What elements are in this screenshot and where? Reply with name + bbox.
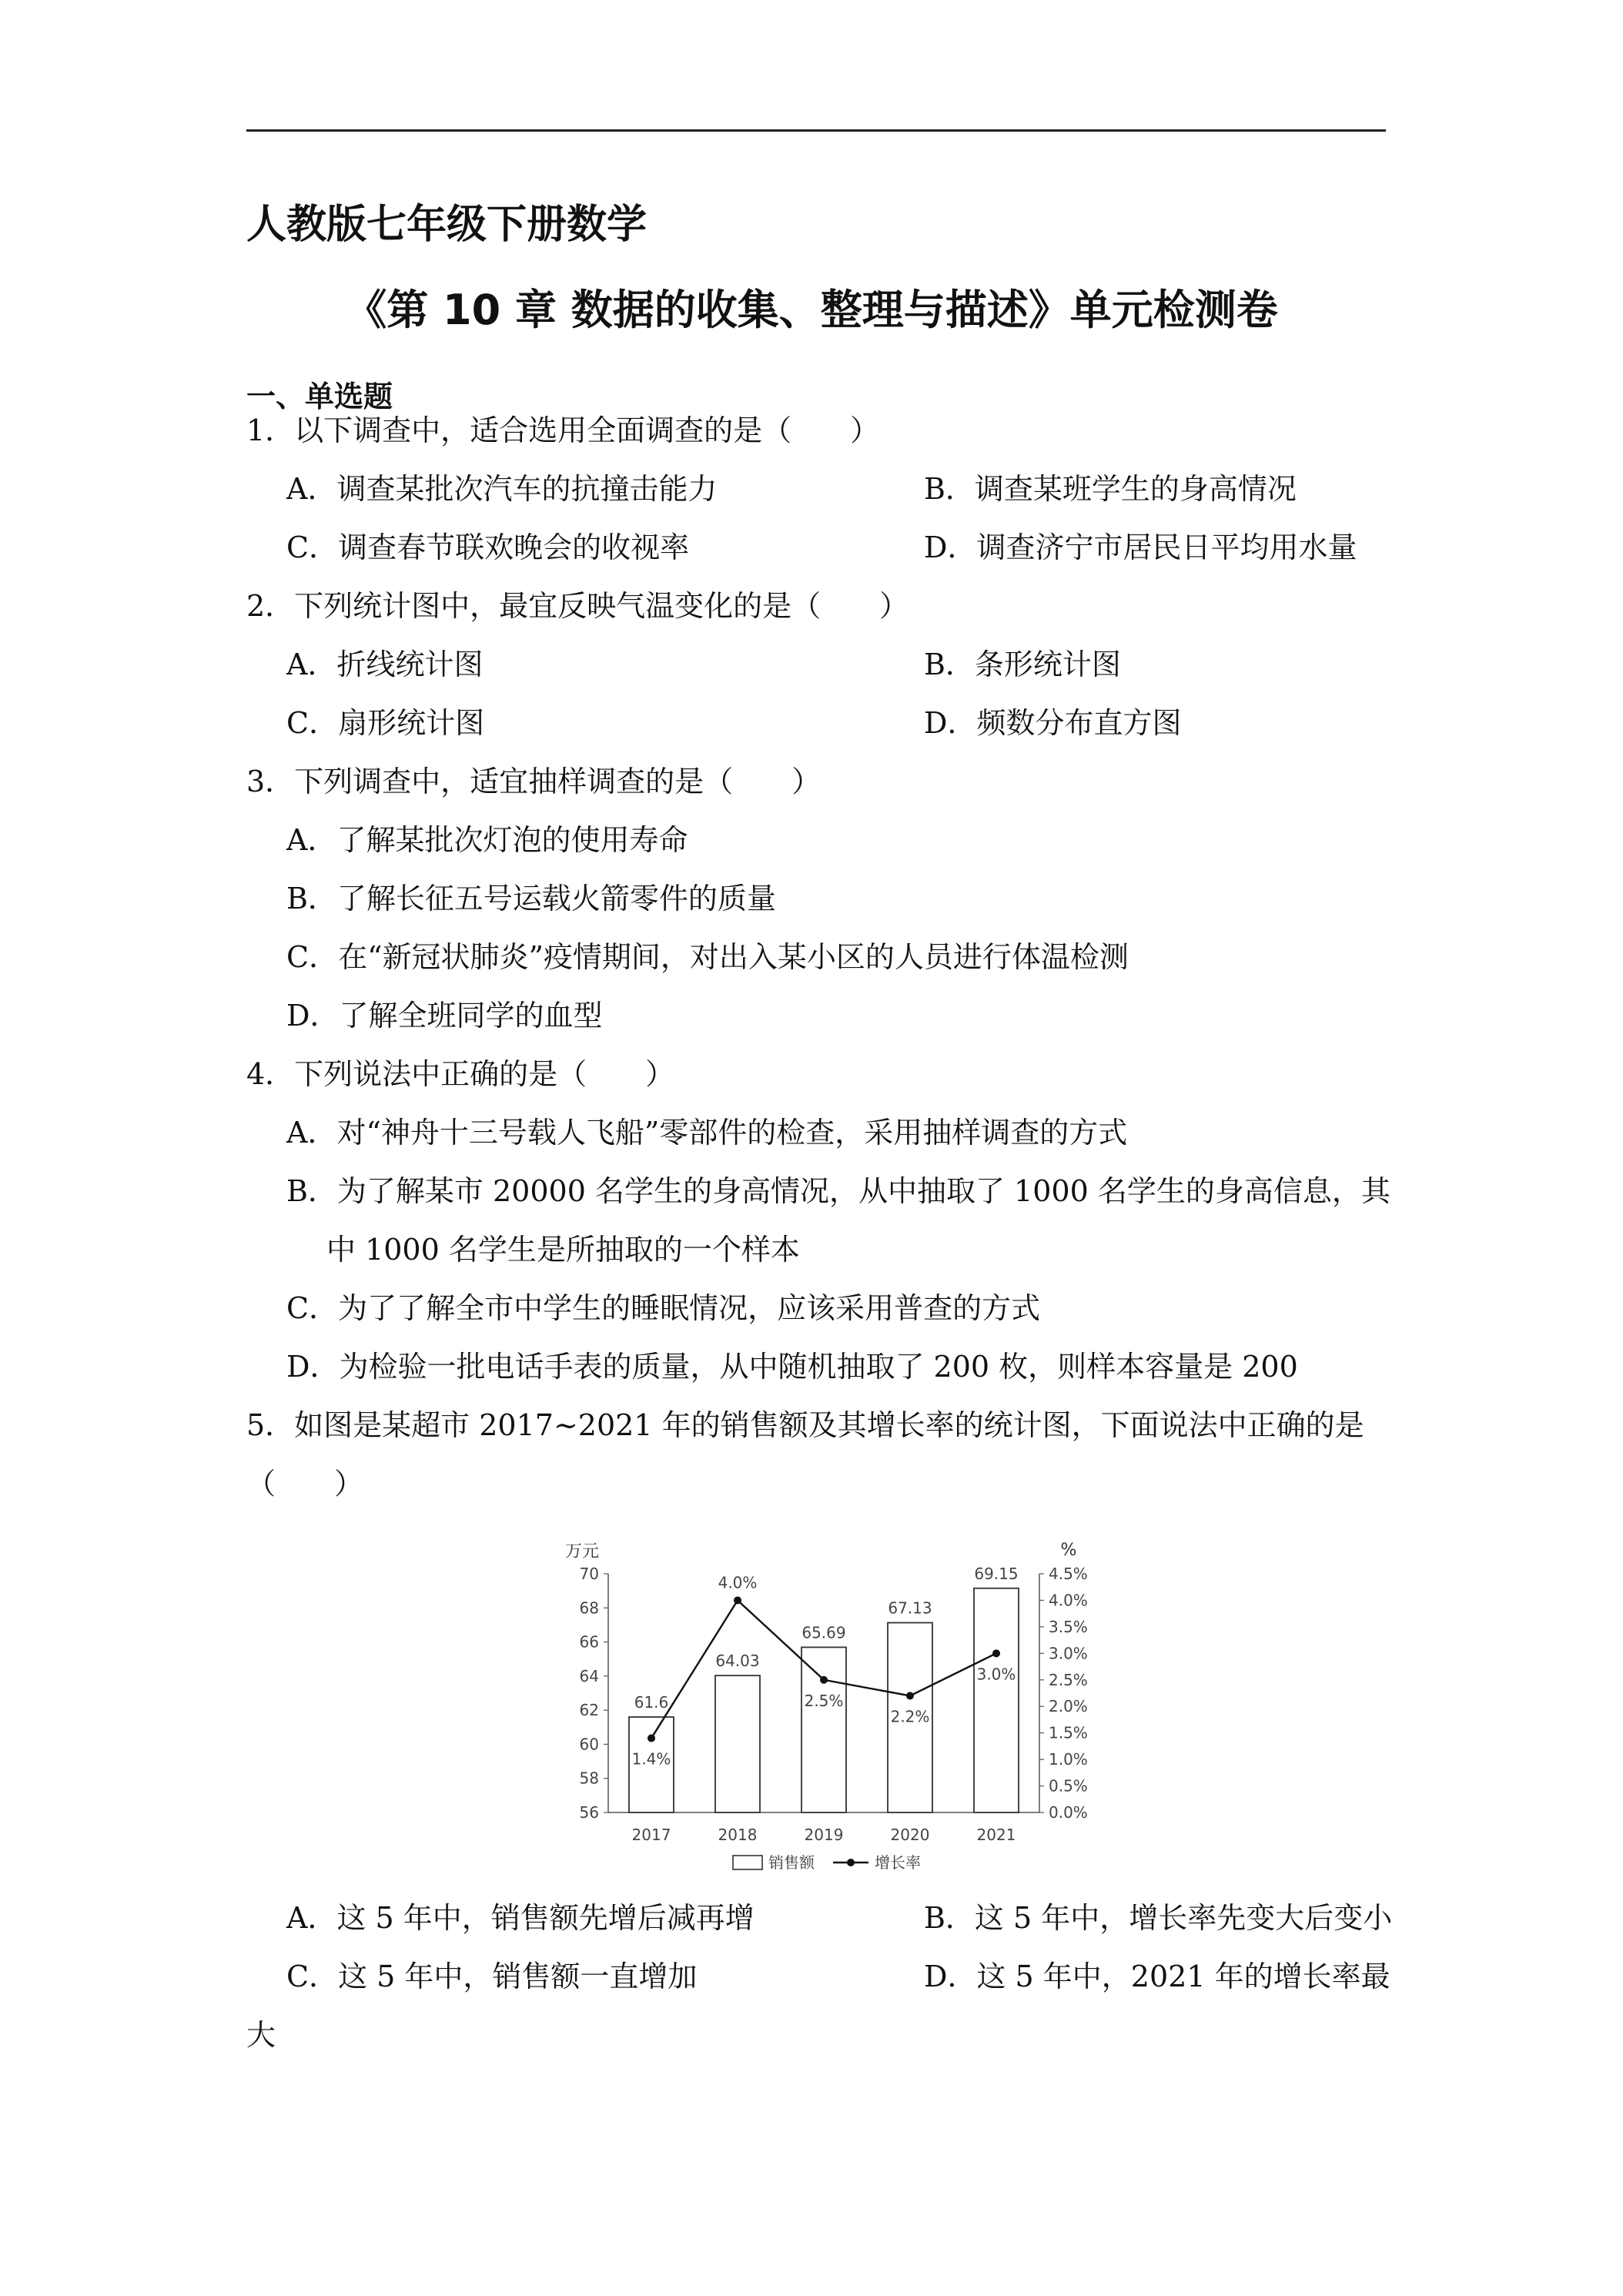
growth-rate-point — [648, 1735, 655, 1742]
right-tick-label: 3.0% — [1049, 1644, 1088, 1663]
right-unit-label: % — [1060, 1541, 1077, 1560]
question-4-stem: 4．下列说法中正确的是（ ） — [246, 1057, 675, 1091]
question-5-option-a: A．这 5 年中，销售额先增后减再增 — [286, 1901, 755, 1935]
growth-rate-point — [820, 1676, 828, 1684]
section-heading: 一、单选题 — [246, 380, 393, 413]
growth-rate-point — [906, 1692, 914, 1699]
question-5-stem-continued: （ ） — [246, 1467, 364, 1501]
right-tick-label: 2.5% — [1049, 1670, 1088, 1689]
question-2-option-d: D．频数分布直方图 — [924, 706, 1182, 740]
right-tick-label: 2.0% — [1049, 1697, 1088, 1716]
question-5-stem: 5．如图是某超市 2017~2021 年的销售额及其增长率的统计图，下面说法中正确的是 — [246, 1408, 1364, 1442]
question-1-stem: 1．以下调查中，适合选用全面调查的是（ ） — [246, 413, 880, 447]
growth-rate-label: 2.2% — [890, 1707, 930, 1726]
x-tick-label: 2019 — [804, 1826, 844, 1844]
growth-rate-point — [734, 1596, 741, 1604]
question-4-option-d: D．为检验一批电话手表的质量，从中随机抽取了 200 枚，则样本容量是 200 — [286, 1350, 1298, 1384]
sales-bar-label: 61.6 — [634, 1693, 669, 1712]
x-tick-label: 2017 — [631, 1826, 671, 1844]
left-tick-label: 62 — [579, 1701, 599, 1720]
question-4-option-c: C．为了了解全市中学生的睡眠情况，应该采用普查的方式 — [286, 1291, 1041, 1325]
x-tick-label: 2018 — [718, 1826, 758, 1844]
sales-bar — [715, 1675, 760, 1812]
legend-bar-label: 销售额 — [768, 1853, 815, 1872]
right-tick-label: 4.5% — [1049, 1565, 1088, 1583]
sales-bar — [974, 1588, 1019, 1812]
x-tick-label: 2020 — [890, 1826, 930, 1844]
legend-bar-swatch — [733, 1856, 762, 1869]
right-tick-label: 1.5% — [1049, 1723, 1088, 1742]
page-subtitle: 《第 10 章 数据的收集、整理与描述》单元检测卷 — [345, 286, 1278, 334]
top-rule — [246, 129, 1386, 132]
growth-rate-label: 3.0% — [976, 1665, 1016, 1684]
left-tick-label: 66 — [579, 1632, 599, 1652]
left-tick-label: 60 — [579, 1735, 599, 1754]
question-2-option-c: C．扇形统计图 — [286, 706, 485, 740]
sales-bar-label: 69.15 — [974, 1564, 1019, 1583]
x-tick-label: 2021 — [976, 1826, 1016, 1844]
growth-rate-label: 4.0% — [718, 1573, 758, 1592]
question-3-option-c: C．在“新冠状肺炎”疫情期间，对出入某小区的人员进行体温检测 — [286, 940, 1129, 974]
question-4-option-b-continued: 中 1000 名学生是所抽取的一个样本 — [326, 1233, 800, 1267]
question-2-stem: 2．下列统计图中，最宜反映气温变化的是（ ） — [246, 589, 909, 623]
question-2-option-a: A．折线统计图 — [286, 648, 484, 681]
right-tick-label: 1.0% — [1049, 1750, 1088, 1769]
left-tick-label: 58 — [579, 1769, 599, 1788]
sales-bar-label: 64.03 — [715, 1652, 760, 1671]
sales-bar-label: 67.13 — [888, 1598, 932, 1618]
question-1-option-d: D．调查济宁市居民日平均用水量 — [924, 530, 1357, 564]
left-tick-label: 64 — [579, 1666, 599, 1685]
growth-rate-label: 2.5% — [804, 1691, 844, 1710]
page-title: 人教版七年级下册数学 — [246, 202, 648, 248]
question-3-option-b: B．了解长征五号运载火箭零件的质量 — [286, 882, 776, 915]
legend-line-label: 增长率 — [875, 1853, 921, 1872]
question-5-option-b: B．这 5 年中，增长率先变大后变小 — [924, 1901, 1393, 1935]
question-3-option-d: D．了解全班同学的血型 — [286, 999, 603, 1033]
left-tick-label: 70 — [579, 1565, 599, 1583]
question-4-option-b: B．为了解某市 20000 名学生的身高情况，从中抽取了 1000 名学生的身高信息，其 — [286, 1174, 1390, 1208]
question-3-option-a: A．了解某批次灯泡的使用寿命 — [286, 823, 688, 857]
sales-growth-chart — [531, 1528, 1116, 1889]
question-1-option-b: B．调查某班学生的身高情况 — [924, 472, 1297, 506]
legend-line-marker — [847, 1859, 855, 1866]
left-unit-label: 万元 — [564, 1542, 600, 1561]
question-1-option-c: C．调查春节联欢晚会的收视率 — [286, 530, 690, 564]
question-1-option-a: A．调查某批次汽车的抗撞击能力 — [286, 472, 718, 506]
left-tick-label: 68 — [579, 1598, 599, 1618]
sales-bar — [801, 1647, 846, 1812]
question-4-option-a: A．对“神舟十三号载人飞船”零部件的检查，采用抽样调查的方式 — [286, 1116, 1128, 1150]
right-tick-label: 4.0% — [1049, 1591, 1088, 1610]
sales-bar-label: 65.69 — [801, 1623, 846, 1642]
question-5-option-d: D．这 5 年中，2021 年的增长率最 — [924, 1960, 1390, 1993]
question-2-option-b: B．条形统计图 — [924, 648, 1121, 681]
left-tick-label: 56 — [579, 1803, 599, 1822]
question-3-stem: 3．下列调查中，适宜抽样调查的是（ ） — [246, 765, 822, 798]
question-5-option-c: C．这 5 年中，销售额一直增加 — [286, 1960, 698, 1993]
growth-rate-label: 1.4% — [631, 1749, 671, 1769]
right-tick-label: 0.0% — [1049, 1803, 1088, 1822]
right-tick-label: 0.5% — [1049, 1776, 1088, 1796]
growth-rate-point — [992, 1649, 1000, 1657]
question-5-option-d-continued: 大 — [246, 2018, 276, 2052]
right-tick-label: 3.5% — [1049, 1617, 1088, 1636]
